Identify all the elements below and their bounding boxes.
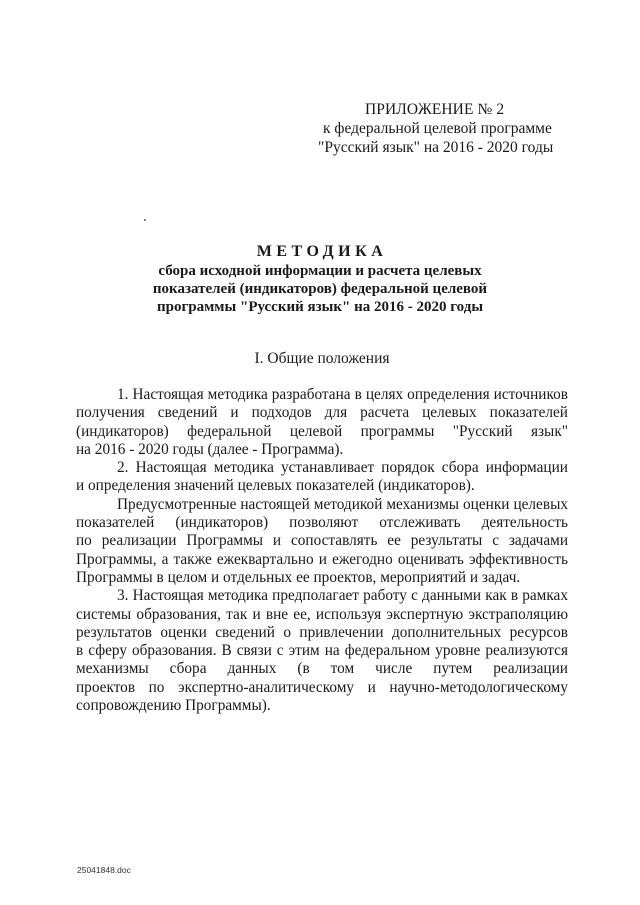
paragraph-line: по реализации Программы и сопоставлять ее результаты с задачами [76,532,568,550]
document-heading [0,243,640,316]
paragraph-line: 2. Настоящая методика устанавливает порядок сбора информации [117,459,568,477]
paragraph-line: и определения значений целевых показателей (индикаторов). [76,477,475,495]
paragraph-2 [76,459,568,496]
body-text [76,386,568,715]
paragraph-line: 3. Настоящая методика предполагает работу с данными как в рамках [117,587,568,605]
paragraph-line: получения сведений и подходов для расчета целевых показателей [76,404,568,422]
heading-line-2: показателей (индикаторов) федеральной целевой [152,281,488,297]
paragraph-line: Программы, а также ежеквартально и ежегодно оценивать эффективность [76,550,568,568]
footer-file-code: 25041848.doc [77,865,131,875]
paragraph-line: показателей (индикаторов) позволяют отслеживать деятельность [76,514,568,532]
appendix-line-1: к федеральной целевой программе [323,120,552,137]
paragraph-line: механизмы сбора данных (в том числе путем реализации [76,660,568,678]
heading-line-3: программы "Русский язык" на 2016 - 2020 годы [156,299,484,315]
paragraph-line: в сферу образования. В связи с этим на федеральном уровне реализуются [76,642,568,660]
paragraph-3 [76,496,568,587]
paragraph-line: Программы в целом и отдельных ее проектов, мероприятий и задач. [76,568,521,586]
appendix-title: ПРИЛОЖЕНИЕ № 2 [365,101,505,118]
paragraph-line: на 2016 - 2020 годы (далее - Программа). [76,440,344,458]
heading-title: МЕТОДИКА [256,243,388,260]
section-title: I. Общие положения [254,350,390,367]
paragraph-1 [76,386,568,459]
paragraph-line: Предусмотренные настоящей методикой механизмы оценки целевых [117,495,568,513]
scan-dot [144,219,146,221]
paragraph-4 [76,587,568,715]
paragraph-line: сопровождению Программы). [76,697,271,715]
appendix-header [318,100,558,157]
paragraph-line: проектов по экспертно-аналитическому и научно-методологическому [76,678,568,696]
paragraph-line: 1. Настоящая методика разработана в целях определения источников [117,386,568,403]
paragraph-line: результатов оценки сведений о привлечении дополнительных ресурсов [76,623,568,641]
appendix-line-2: "Русский язык" на 2016 - 2020 годы [318,139,554,156]
paragraph-line: системы образования, так и вне ее, используя экспертную экстраполяцию [76,605,568,623]
heading-line-1: сбора исходной информации и расчета целевых [158,263,482,279]
paragraph-line: (индикаторов) федеральной целевой программы "Русский язык" [76,422,568,440]
